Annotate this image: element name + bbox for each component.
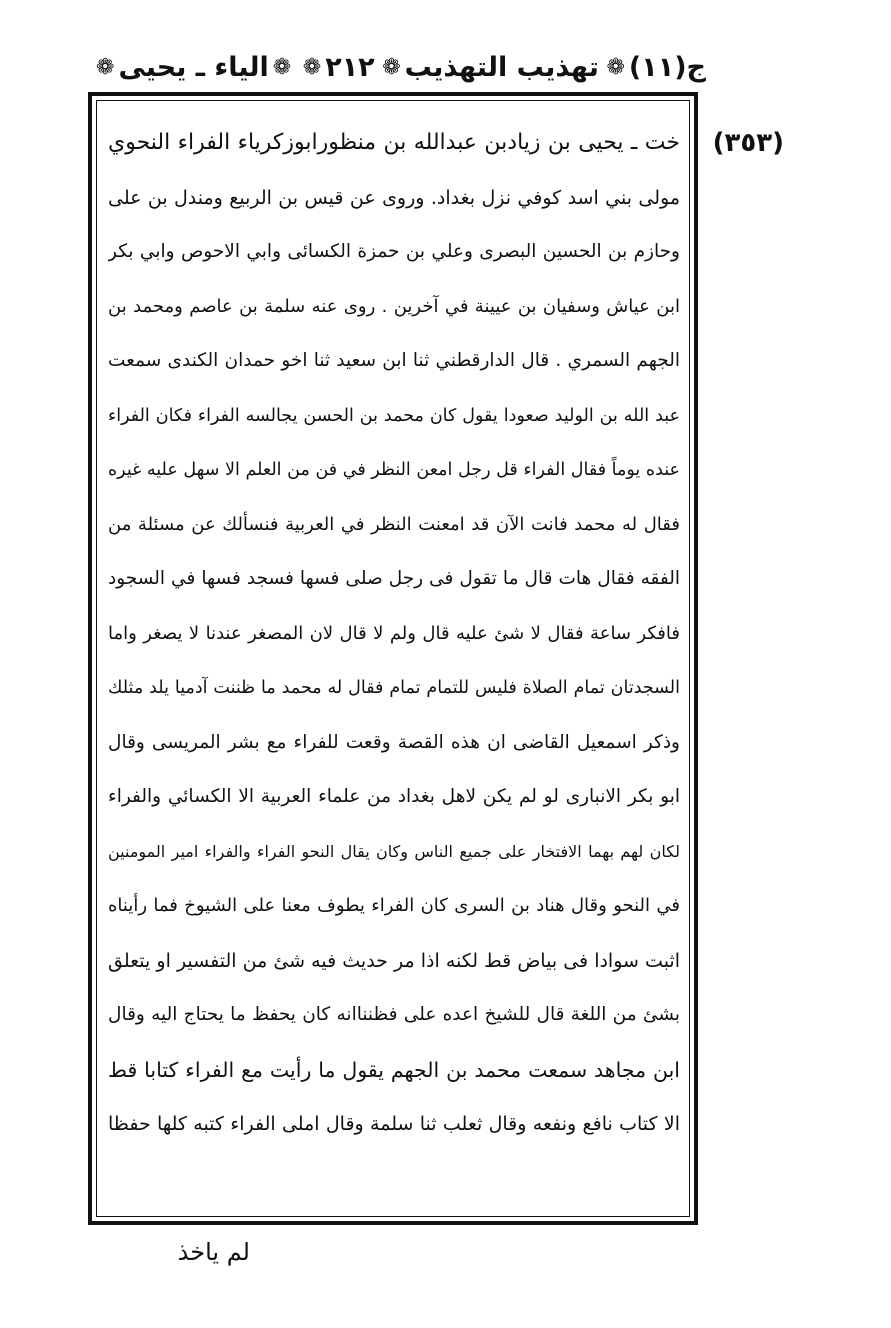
header-ornament-icon: ❁ xyxy=(272,54,292,80)
header-section-group xyxy=(92,52,295,83)
text-line: ابن مجاهد سمعت محمد بن الجهم يقول ما رأيت مع الفراء كتابا قط xyxy=(108,1057,680,1082)
text-line: ابن عياش وسفيان بن عيينة في آخرين . روى عنه سلمة بن عاصم ومحمد بن xyxy=(108,295,680,317)
text-line: عنده يوماً فقال الفراء قل رجل امعن النظر في فن من العلم الا سهل عليه غيره xyxy=(108,460,680,480)
header-ornament-icon: ❁ xyxy=(302,54,322,80)
header-page-group xyxy=(299,52,375,83)
header-section: الياء ـ يحيى xyxy=(118,51,269,83)
text-line: في النحو وقال هناد بن السرى كان الفراء يطوف معنا على الشيوخ فما رأيناه xyxy=(108,895,680,916)
running-header xyxy=(92,44,706,90)
text-line: السجدتان تمام الصلاة فليس للتمام تمام فقال له محمد ما ظننت آدميا يلد مثلك xyxy=(108,678,680,698)
text-line: مولى بني اسد كوفي نزل بغداد. وروى عن قيس بن الربيع ومندل بن على xyxy=(108,186,680,209)
text-line: الفقه فقال هات قال ما تقول فى رجل صلى فسها فسجد فسها في السجود xyxy=(108,568,680,589)
text-line: وحازم بن الحسين البصرى وعلي بن حمزة الكسائى وابي الاحوص وابي بكر xyxy=(108,241,680,262)
header-title-group xyxy=(378,52,599,83)
header-page-number: ٢١٢ xyxy=(325,51,375,83)
text-line: لكان لهم بهما الافتخار على جميع الناس وكان يقال النحو الفراء والفراء امير المومنين xyxy=(108,841,680,861)
text-line: وذكر اسمعيل القاضى ان هذه القصة وقعت للفراء مع بشر المريسى وقال xyxy=(108,731,680,753)
text-line: الا كتاب نافع ونفعه وقال ثعلب ثنا سلمة وقال املى الفراء كتبه كلها حفظا xyxy=(108,1113,680,1135)
text-line: ابو بكر الانبارى لو لم يكن لاهل بغداد من علماء العربية الا الكسائي والفراء xyxy=(108,786,680,807)
header-ornament-icon: ❁ xyxy=(606,54,625,80)
text-line: فافكر ساعة فقال لا شئ عليه قال ولم لا قال لان المصغر عندنا لا يصغر واما xyxy=(108,622,680,644)
text-line: بشئ من اللغة قال للشيخ اعده على فظنناانه كان يحفظ ما يحتاج اليه وقال xyxy=(108,1004,680,1025)
text-line: اثبت سوادا فى بياض قط لكنه اذا مر حديث فيه شئ من التفسير او يتعلق xyxy=(108,949,680,972)
header-ornament-icon: ❁ xyxy=(96,54,115,80)
header-ornament-icon: ❁ xyxy=(382,54,401,80)
catchword: لم ياخذ xyxy=(177,1238,250,1266)
text-line: فقال له محمد فانت الآن قد امعنت النظر في العربية فنسألك عن مسئلة من xyxy=(108,513,680,535)
header-volume: ج(١١) xyxy=(628,51,706,83)
text-line: عبد الله بن الوليد صعودا يقول كان محمد بن الحسن يجالسه الفراء فكان الفراء xyxy=(108,405,680,426)
entry-number: (٣٥٣) xyxy=(712,128,784,158)
header-book-title: تهذيب التهذيب xyxy=(404,51,599,83)
text-line: الجهم السمري . قال الدارقطني ثنا ابن سعيد ثنا اخو حمدان الكندى سمعت xyxy=(108,350,680,371)
header-volume-group xyxy=(602,52,706,83)
text-line: خت ـ يحيى بن زيادبن عبدالله بن منظورابوزكرياء الفراء النحوي xyxy=(108,130,680,155)
body-text xyxy=(108,116,680,1152)
